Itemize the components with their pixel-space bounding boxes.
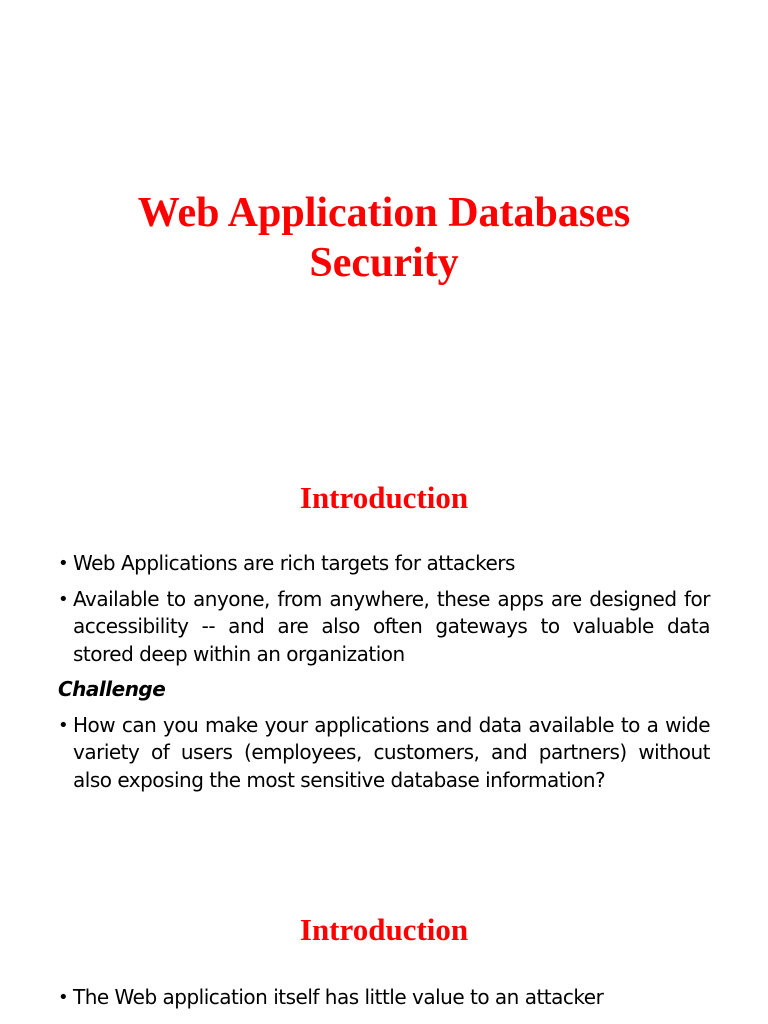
bullet-item [58,586,710,669]
slide-introduction-1 [0,460,768,880]
bullet-text: How can you make your applications and data available to a wide variety of users (employees, customers, and partners) without also exposing the most sensitive database information? [73,712,710,792]
section-heading: Introduction [299,912,469,947]
main-title [0,188,768,288]
bullet-item [58,712,710,795]
bullet-text: Available to anyone, from anywhere, these apps are designed for accessibility -- and are also often gateways to valuable data stored deep within an organization [73,586,710,666]
bullet-glyph: • [58,553,69,574]
bullet-glyph: • [58,987,69,1008]
bullet-item [58,984,710,1012]
main-title-line-1: Web Application Databases [137,190,631,236]
main-title-line-2: Security [309,240,459,286]
slide-introduction-2 [0,880,768,1024]
bullet-glyph: • [58,588,69,610]
bullet-list [58,550,710,802]
bullet-glyph: • [58,714,69,736]
bullet-text: The Web application itself has little value to an attacker [73,985,604,1009]
bullet-item [58,550,710,578]
challenge-subheading: Challenge [58,677,166,701]
section-heading: Introduction [299,480,469,515]
slide-title [0,0,768,460]
bullet-list [58,984,710,1020]
bullet-text: Web Applications are rich targets for attackers [73,551,515,575]
